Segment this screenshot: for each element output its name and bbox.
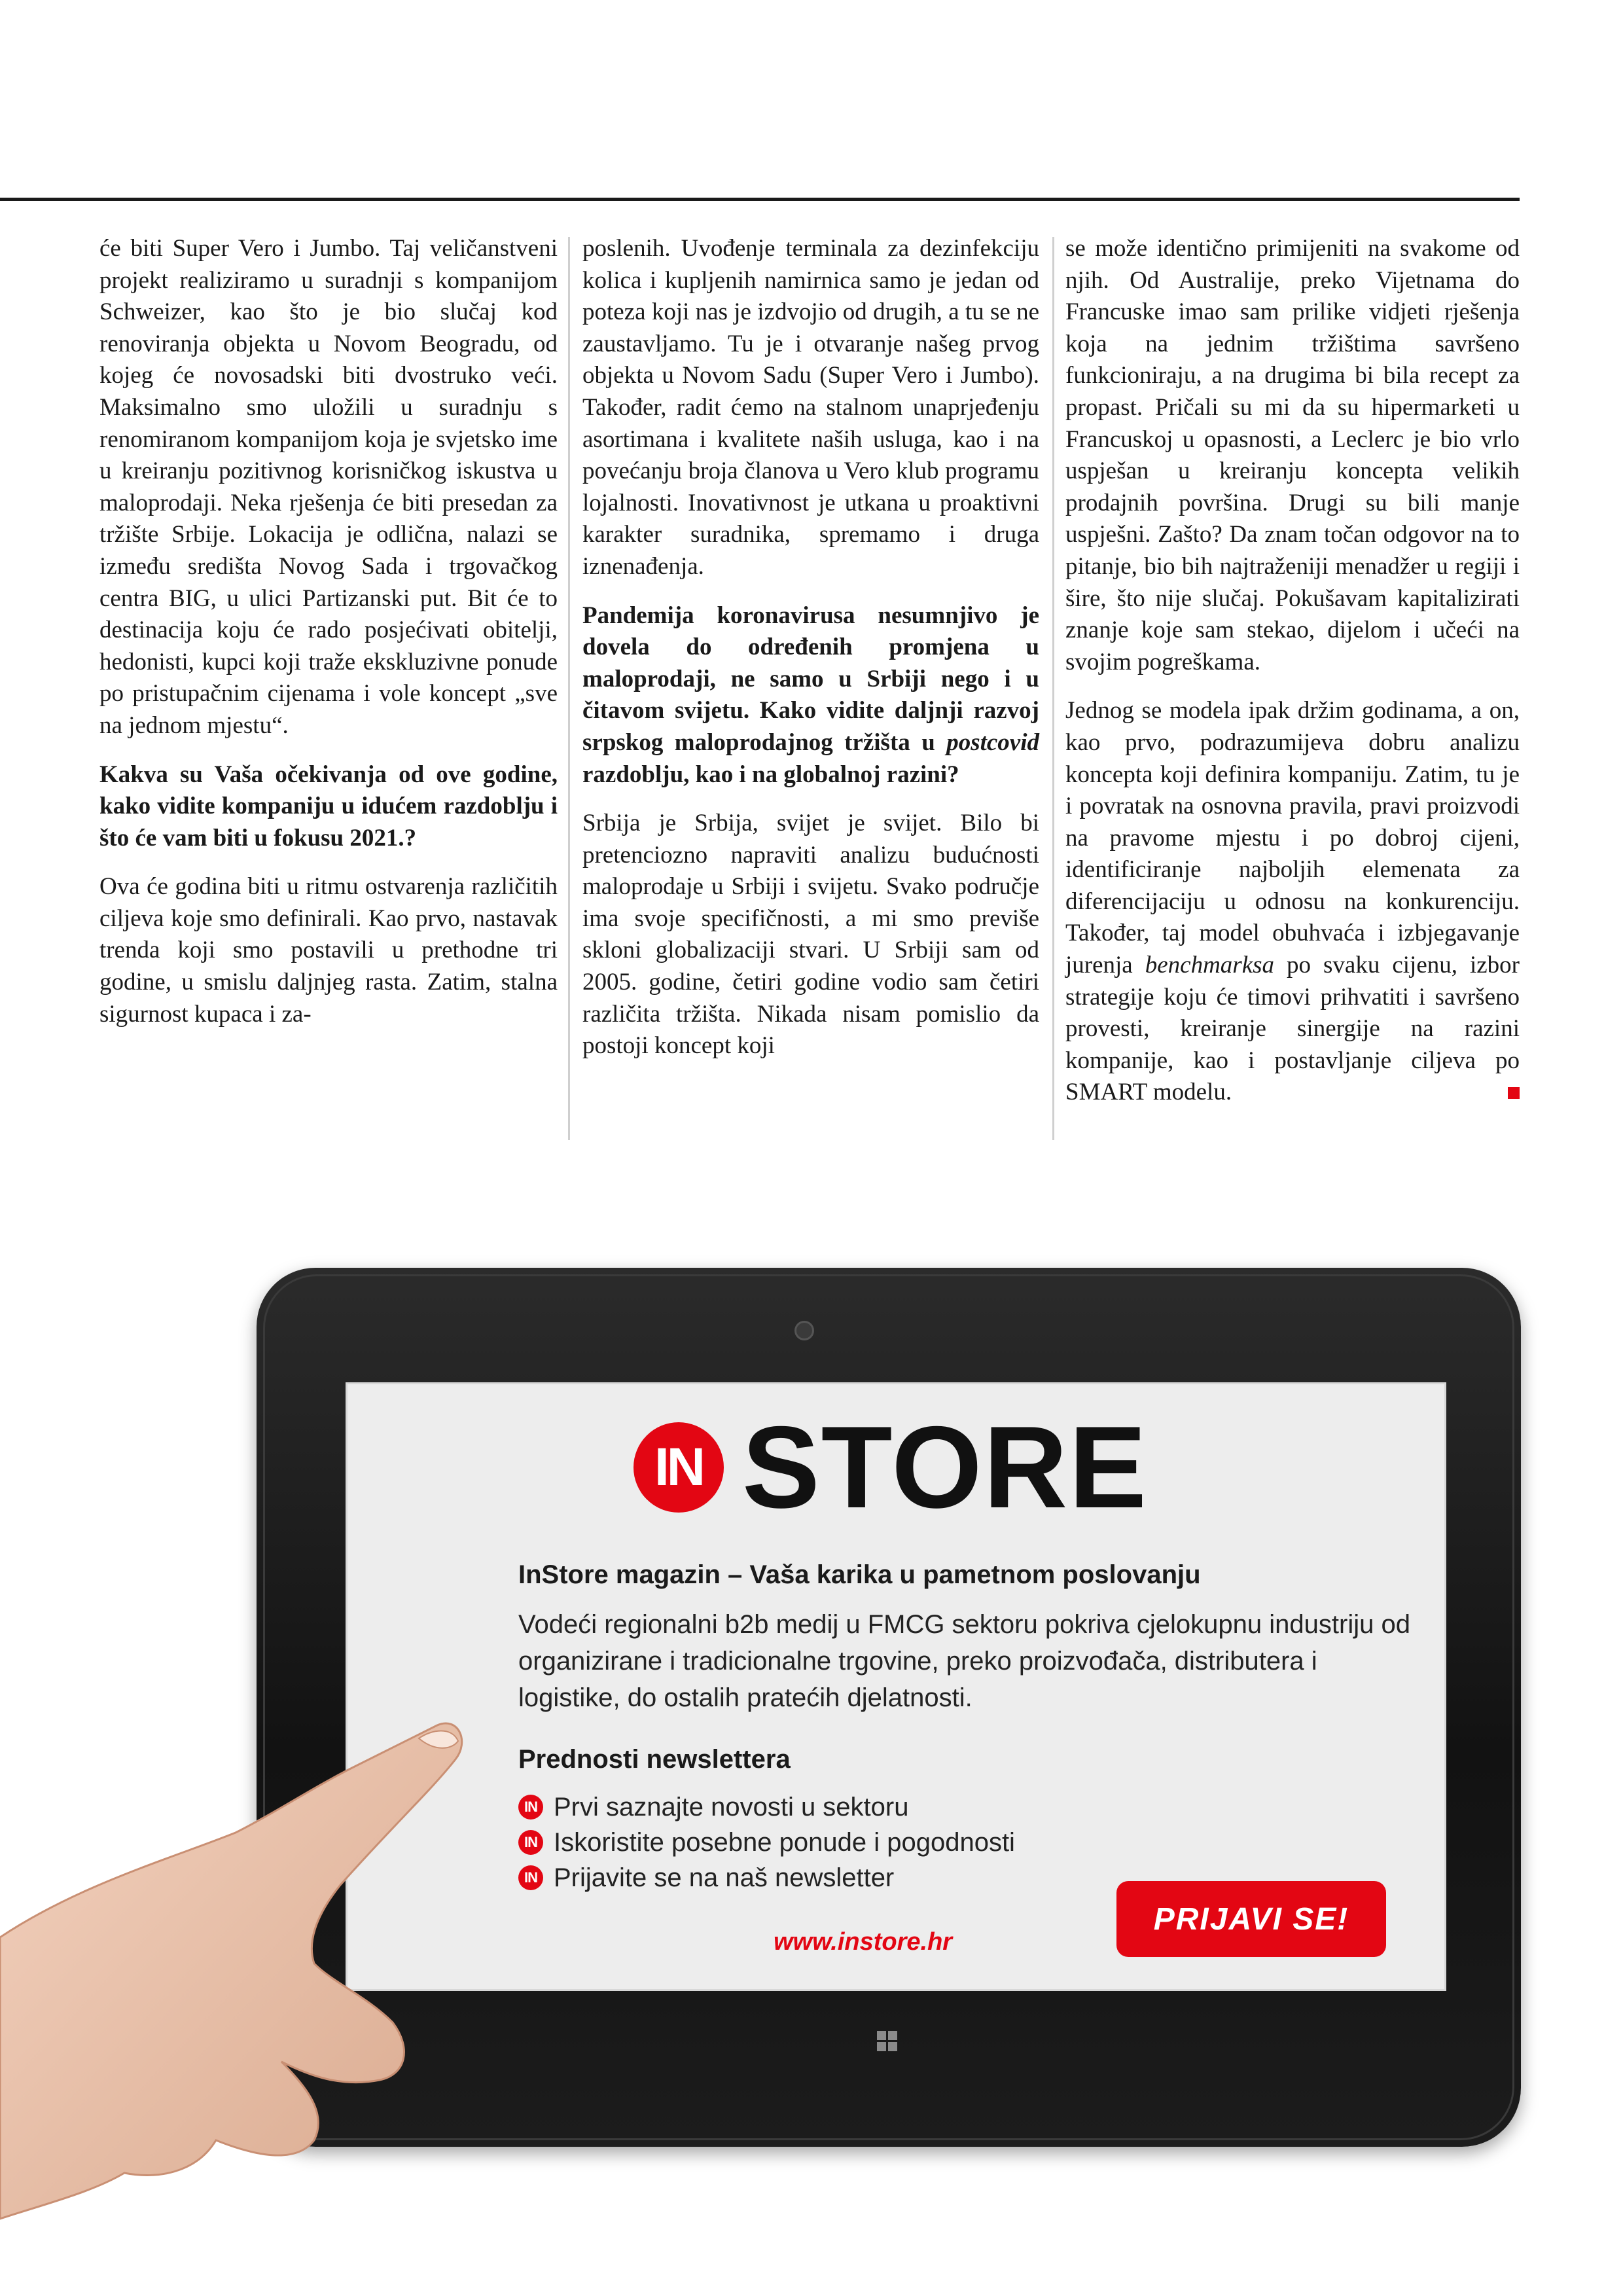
camera-icon [794, 1321, 814, 1340]
article-column-2 [582, 233, 1039, 1079]
column-divider [568, 237, 570, 1140]
article-column-3 [1065, 233, 1520, 1126]
windows-logo-icon [877, 2031, 898, 2052]
subscribe-button[interactable]: PRIJAVI SE! [1116, 1881, 1386, 1957]
website-link[interactable]: www.instore.hr [774, 1928, 953, 1956]
in-badge-icon: IN [518, 1830, 543, 1855]
paragraph: Srbija je Srbija, svijet je svijet. Bilo bi pretenciozno napraviti analizu budućnosti maloprodaje u Srbiji i svijetu. Svako područje ima svoje specifičnosti, a mi smo previše skloni globalizaciji stvari. U Srbiji sam od 2005. godine, četiri godine vodio sam četiri različita tržišta. Nikada nisam pomislio da postoji koncept koji [582, 810, 1039, 1060]
instore-logo [633, 1402, 1148, 1532]
question-text: Pandemija koronavirusa nesumnjivo je dovela do određenih promjena u maloprodaji, ne samo u Srbiji nego i u čitavom svijetu. Kako vidite daljnji razvoj srpskog maloprodajnog tržišta u [582, 601, 1039, 756]
header-rule [0, 198, 1520, 201]
list-item [518, 1860, 1015, 1895]
list-item [518, 1825, 1015, 1860]
benefits-list [518, 1789, 1015, 1895]
in-badge-icon: IN [518, 1795, 543, 1820]
in-badge-icon: IN [518, 1865, 543, 1890]
paragraph-text: po svaku cijenu, izbor strategije koju će timovi prihvatiti i savršeno provesti, kreiranje sinergije na razini kompanije, kao i postavljanje ciljeva po SMART modelu. [1065, 952, 1520, 1106]
logo-wordmark: STORE [742, 1402, 1148, 1532]
paragraph: će biti Super Vero i Jumbo. Taj veličanstveni projekt realiziramo u suradnji s kompanijom Schweizer, kao što je bio slučaj kod renoviranja objekta u Novom Beogradu, od kojeg će novosadski biti dvostruko veći. Maksimalno smo uložili u suradnju s renomiranom kompanijom koja je svjetsko ime u kreiranju pozitivnog korisničkog iskustva u maloprodaji. Neka rješenja će biti presedan za tržište Srbije. Lokacija je odlična, nalazi se između središta Novog Sada i trgovačkog centra BIG, u ulici Partizanski put. Bit će to destinacija koju će rado posjećivati obitelji, hedonisti, kupci koji traže ekskluzivne ponude po pristupačnim cijenama i vole koncept „sve na jednom mjestu“. [99, 235, 558, 739]
benefit-label: Prvi saznajte novosti u sektoru [554, 1793, 909, 1821]
column-divider [1052, 237, 1054, 1140]
benefit-label: Prijavite se na naš newsletter [554, 1863, 895, 1892]
pointing-hand-image [0, 1721, 471, 2284]
interview-question: Kakva su Vaša očekivanja od ove godine, kako vidite kompaniju u idućem razdoblju i što će vam biti u fokusu 2021.? [99, 761, 558, 852]
question-text: razdoblju, kao i na globalnoj razini? [582, 761, 959, 788]
article-column-1 [99, 233, 558, 1047]
benefits-title: Prednosti newslettera [518, 1745, 791, 1774]
paragraph [1065, 695, 1520, 1109]
article-end-mark [1508, 1087, 1520, 1099]
paragraph: se može identično primijeniti na svakome od njih. Od Australije, preko Vijetnama do Francuske imao sam prilike vidjeti rješenja koja na jednim tržištima savršeno funkcioniraju, a na drugima bi bila recept za propast. Pričali su mi da su hipermarketi u Francuskoj u opasnosti, a Leclerc je bio vrlo uspješan u kreiranju koncepta velikih prodajnih površina. Drugi su bili manje uspješni. Zašto? Da znam točan odgovor na to pitanje, bio bih najtraženiji menadžer u regiji i šire, što nije slučaj. Pokušavam kapitalizirati znanje koje sam stekao, dijelom i učeći na svojim pogreškama. [1065, 235, 1520, 675]
interview-question [582, 600, 1039, 791]
logo-badge: IN [633, 1422, 724, 1513]
question-emphasis: postcovid [946, 728, 1039, 756]
ad-headline: InStore magazin – Vaša karika u pametnom poslovanju [518, 1560, 1201, 1589]
paragraph: Ova će godina biti u ritmu ostvarenja različitih ciljeva koje smo definirali. Kao prvo, nastavak trenda koji smo postavili u prethodne tri godine, u smislu daljnjeg rasta. Zatim, stalna sigurnost kupaca i za- [99, 873, 558, 1028]
ad-body-text: Vodeći regionalni b2b medij u FMCG sektoru pokriva cjelokupnu industriju od organizirane i tradicionalne trgovine, preko proizvođača, distributera i logistike, do ostalih pratećih djelatnosti. [518, 1610, 1410, 1712]
paragraph-text: Jednog se modela ipak držim godinama, a on, kao prvo, podrazumijeva dobru analizu koncepta koji definira kompaniju. Zatim, tu je i povratak na osnovna pravila, pravi proizvodi na pravome mjestu i po dobroj cijeni, identificiranje najboljih elemenata za diferencijaciju u odnosu na konkurenciju. Također, taj model obuhvaća i izbjegavanje jurenja [1065, 697, 1520, 979]
benefit-label: Iskoristite posebne ponude i pogodnosti [554, 1828, 1015, 1857]
paragraph: poslenih. Uvođenje terminala za dezinfekciju kolica i kupljenih namirnica samo je jedan od poteza koji nas je izdvojio od drugih, a tu se ne zaustavljamo. Tu je i otvaranje našeg prvog objekta u Novom Sadu (Super Vero i Jumbo). Također, radit ćemo na stalnom unaprjeđenju asortimana i kvalitete naših usluga, kao i na povećanju broja članova u Vero klub programu lojalnosti. Inovativnost je utkana u proaktivni karakter suradnika, spremamo i druga iznenađenja. [582, 235, 1039, 580]
paragraph-emphasis: benchmarksa [1145, 952, 1275, 979]
list-item [518, 1789, 1015, 1825]
